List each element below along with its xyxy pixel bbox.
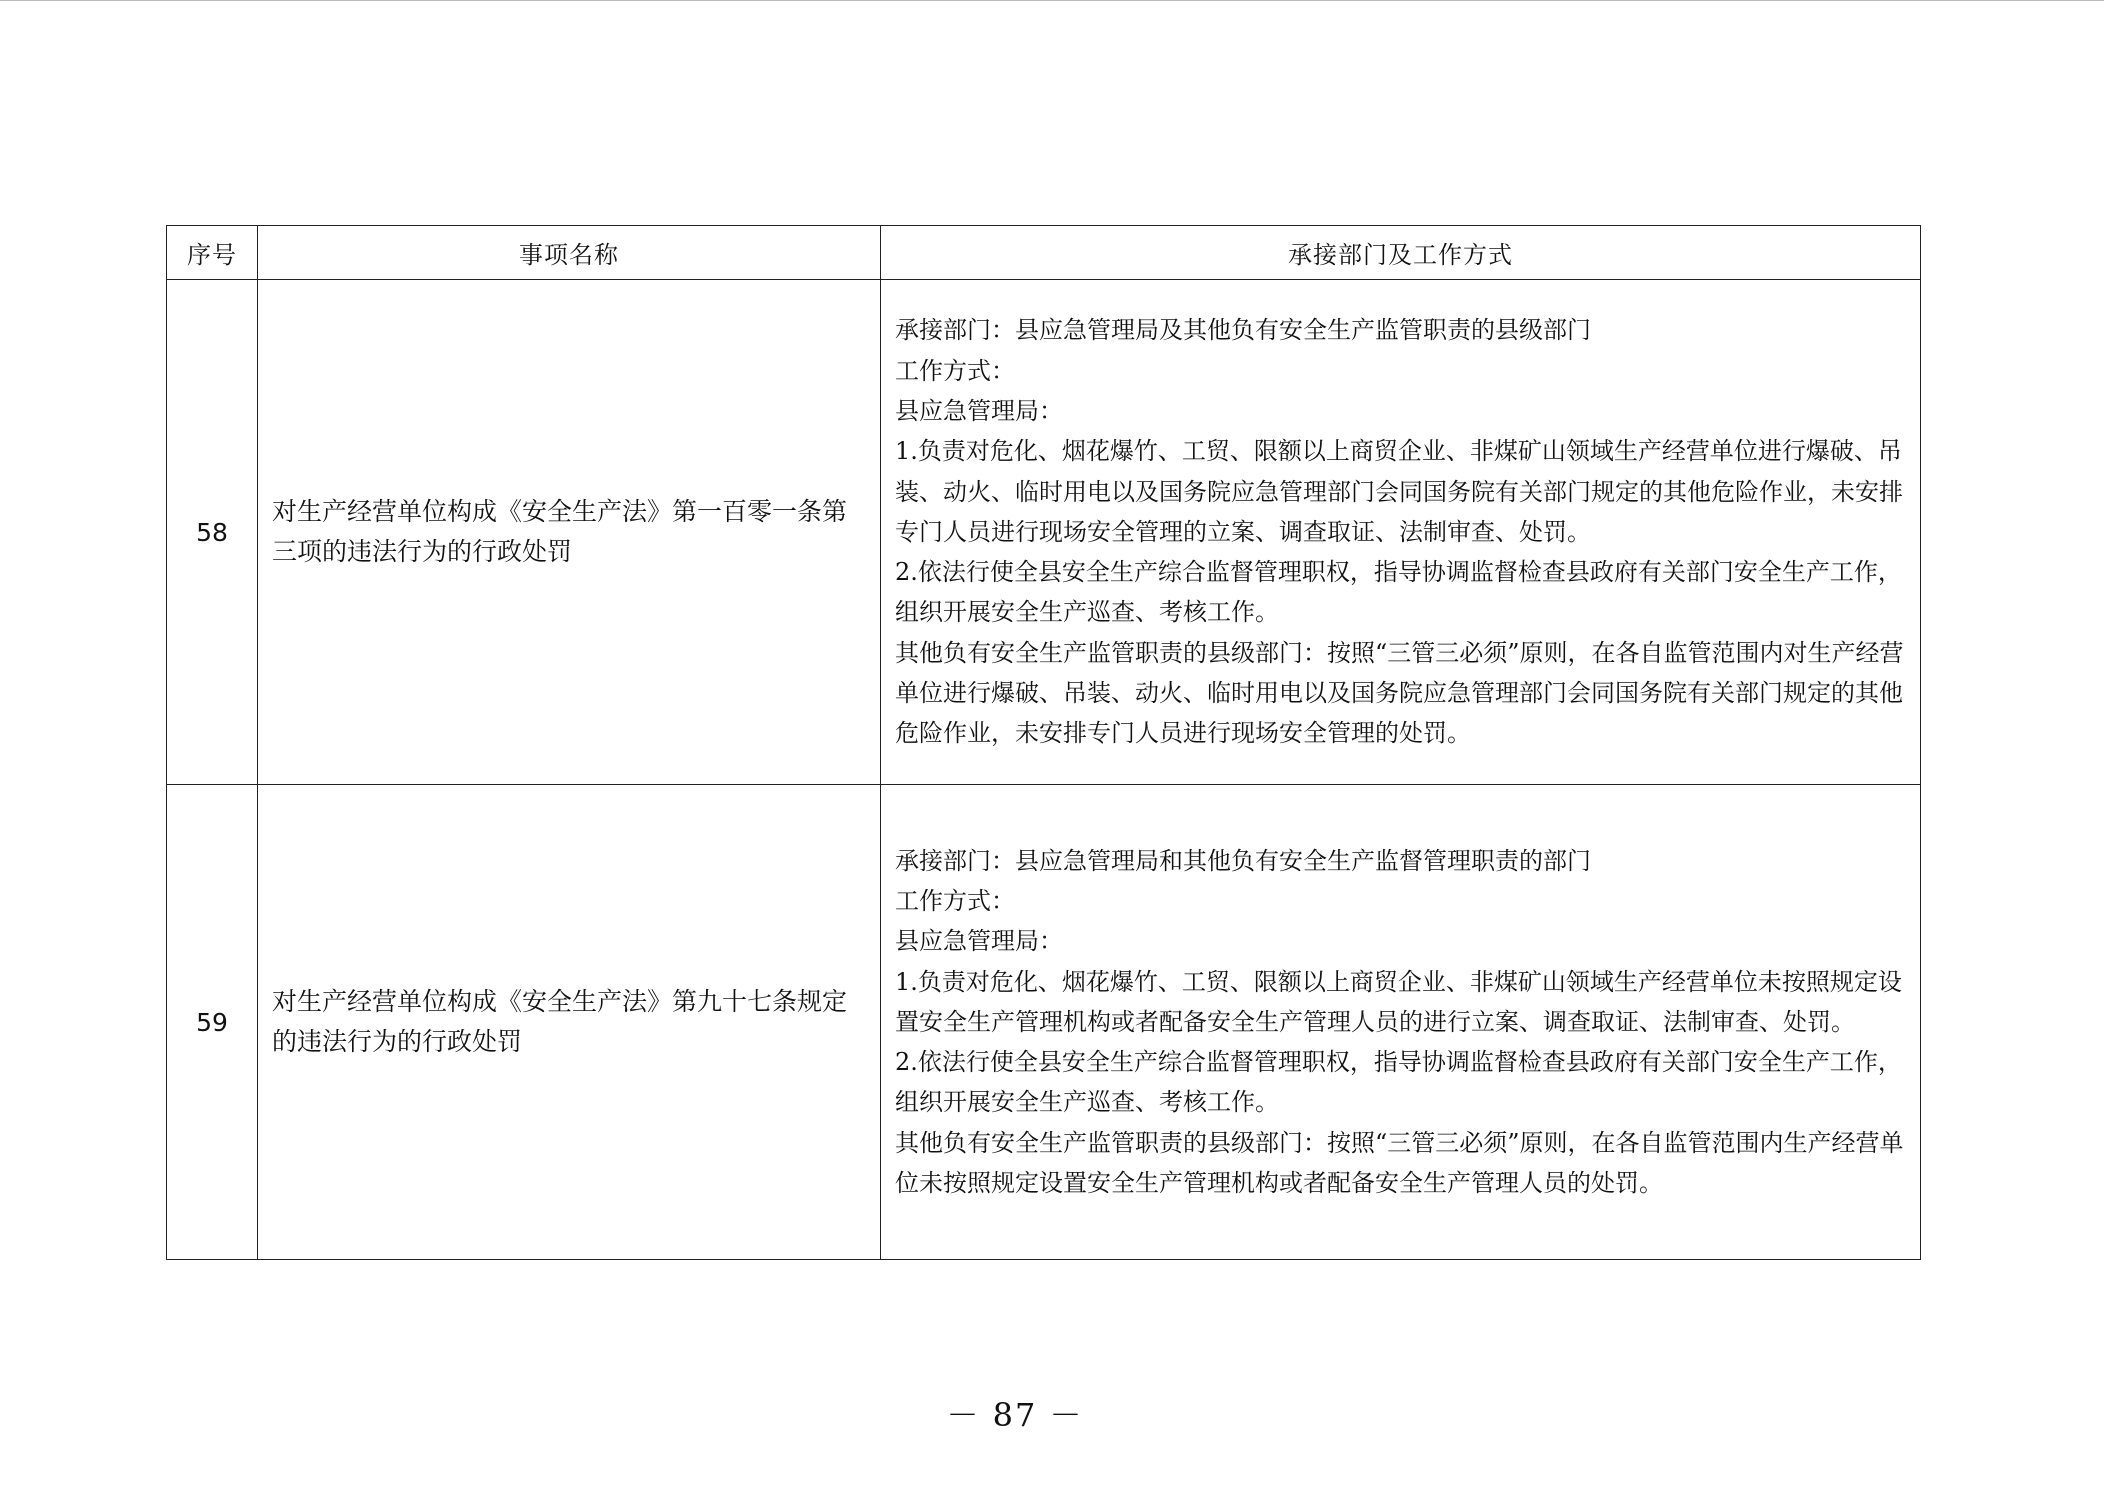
other-departments-duty: 其他负有安全生产监管职责的县级部门：按照“三管三必须”原则，在各自监管范围内对生产经营单位进行爆破、吊装、动火、临时用电以及国务院应急管理部门会同国务院有关部门规定的其他危险作业，未安排专门人员进行现场安全管理的处罚。 <box>895 638 1904 748</box>
header-serial-number: 序号 <box>167 226 258 280</box>
work-method-label: 工作方式： <box>895 356 1015 385</box>
matters-table <box>166 225 1921 1260</box>
duty-item-2: 2.依法行使全县安全生产综合监督管理职权，指导协调监督检查县政府有关部门安全生产工作，组织开展安全生产巡查、考核工作。 <box>895 1048 1902 1117</box>
row-matter-name: 对生产经营单位构成《安全生产法》第一百零一条第三项的违法行为的行政处罚 <box>258 280 881 785</box>
county-emergency-bureau-label: 县应急管理局： <box>895 927 1063 956</box>
row-department-and-method <box>881 785 1921 1260</box>
header-department-and-method: 承接部门及工作方式 <box>881 226 1921 280</box>
table-row <box>167 280 1921 785</box>
duty-item-1: 1.负责对危化、烟花爆竹、工贸、限额以上商贸企业、非煤矿山领域生产经营单位未按照规定设置安全生产管理机构或者配备安全生产管理人员的进行立案、调查取证、法制审查、处罚。 <box>895 967 1902 1036</box>
header-matter-name: 事项名称 <box>258 226 881 280</box>
work-method-label: 工作方式： <box>895 886 1015 915</box>
row-serial-number: 59 <box>167 785 258 1260</box>
top-border-line <box>0 0 2104 1</box>
undertaking-department-line: 承接部门：县应急管理局及其他负有安全生产监管职责的县级部门 <box>895 316 1591 345</box>
undertaking-department-line: 承接部门：县应急管理局和其他负有安全生产监督管理职责的部门 <box>895 846 1591 875</box>
row-department-and-method <box>881 280 1921 785</box>
county-emergency-bureau-label: 县应急管理局： <box>895 396 1063 425</box>
duty-item-1: 1.负责对危化、烟花爆竹、工贸、限额以上商贸企业、非煤矿山领域生产经营单位进行爆破、吊装、动火、临时用电以及国务院应急管理部门会同国务院有关部门规定的其他危险作业，未安排专门人员进行现场安全管理的立案、调查取证、法制审查、处罚。 <box>895 437 1903 546</box>
row-matter-name: 对生产经营单位构成《安全生产法》第九十七条规定的违法行为的行政处罚 <box>258 785 881 1260</box>
table-header-row <box>167 226 1921 280</box>
page-number: － 87 － <box>946 1396 1084 1434</box>
duty-item-2: 2.依法行使全县安全生产综合监督管理职权，指导协调监督检查县政府有关部门安全生产工作，组织开展安全生产巡查、考核工作。 <box>895 558 1902 627</box>
other-departments-duty: 其他负有安全生产监管职责的县级部门：按照“三管三必须”原则，在各自监管范围内生产经营单位未按照规定设置安全生产管理机构或者配备安全生产管理人员的处罚。 <box>895 1128 1904 1198</box>
table-row <box>167 785 1921 1260</box>
row-serial-number: 58 <box>167 280 258 785</box>
